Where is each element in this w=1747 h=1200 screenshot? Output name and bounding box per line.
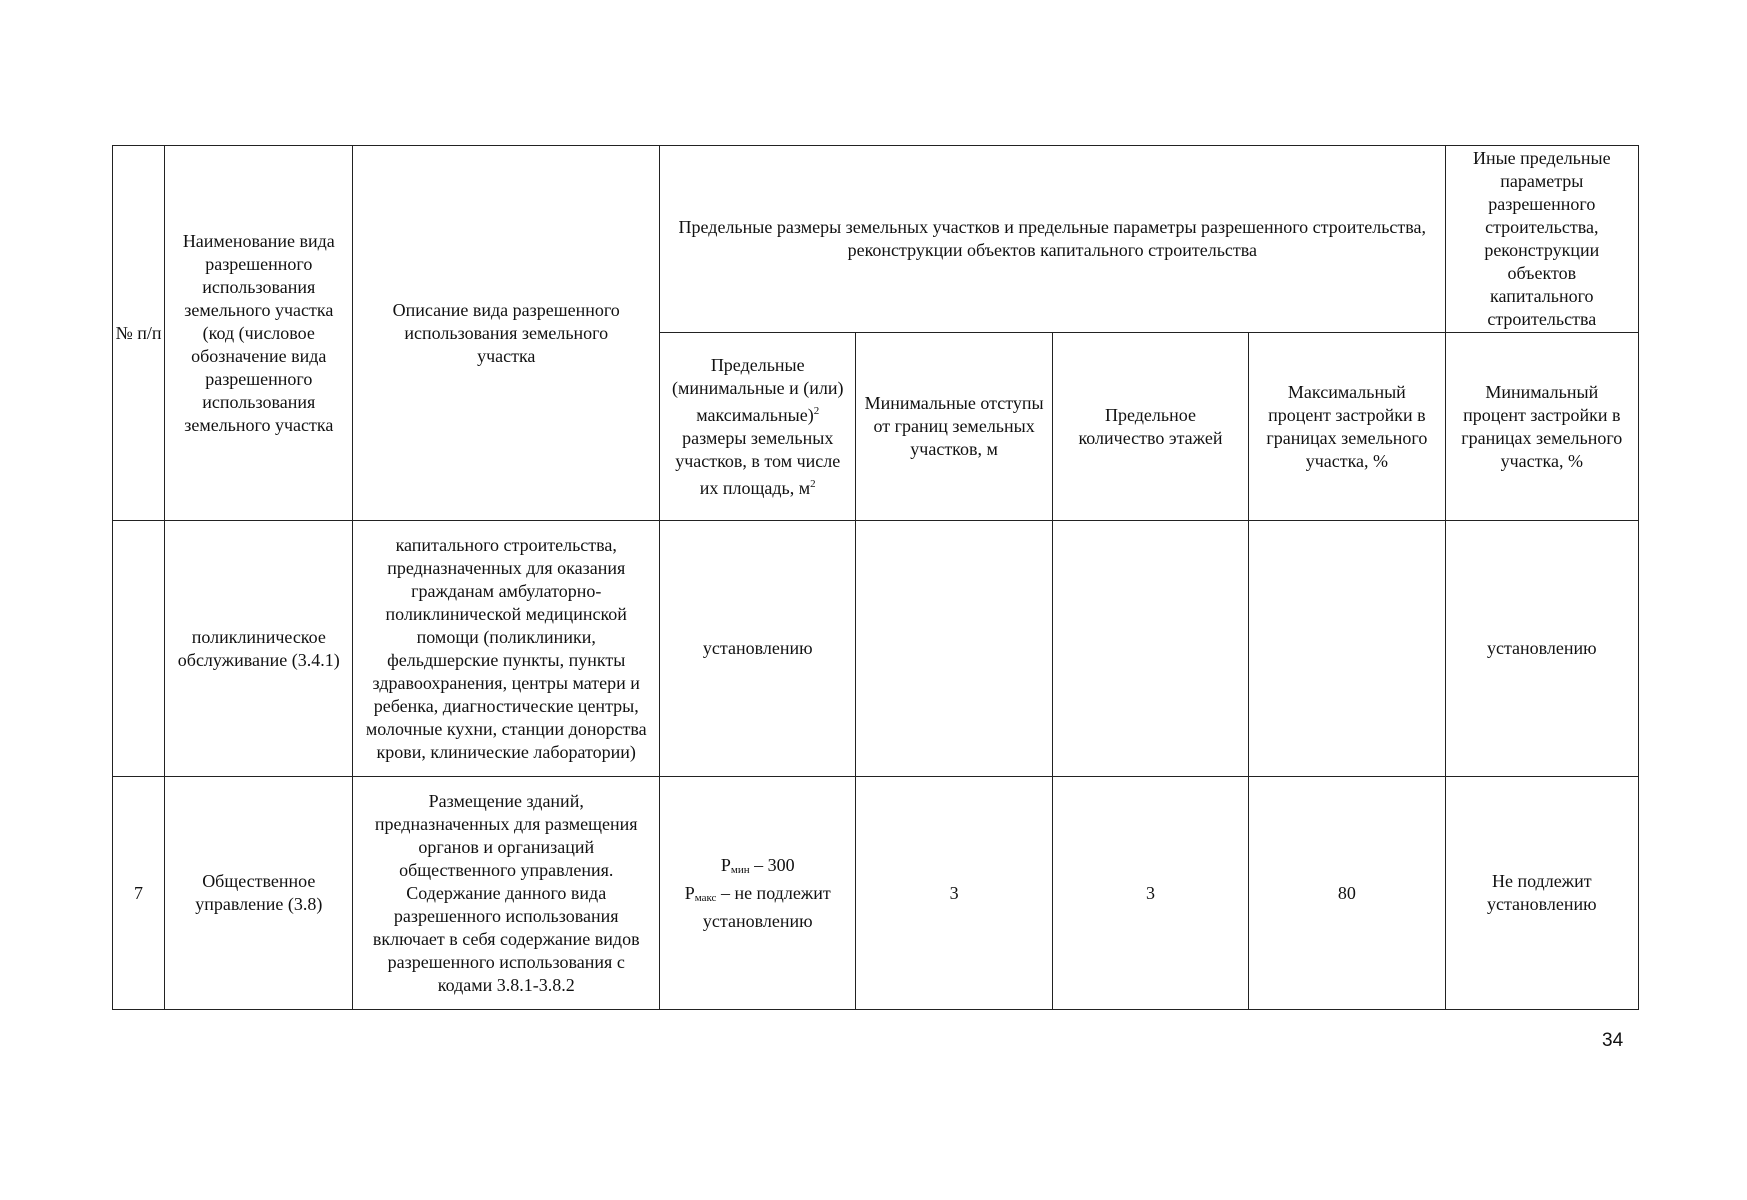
row-min-coverage: Не подлежит установлению — [1445, 777, 1638, 1010]
header-floors: Предельное количество этажей — [1052, 333, 1248, 521]
row-max-coverage: 80 — [1249, 777, 1445, 1010]
row-floors: 3 — [1052, 777, 1248, 1010]
header-other-params: Иные предельные параметры разрешенного строительства, реконструкции объектов капитального строительства — [1445, 146, 1638, 333]
header-row-1 — [113, 146, 1639, 333]
min-size-line: Pмин – 300 — [720, 854, 795, 876]
row-number: 7 — [113, 777, 165, 1010]
row-number — [113, 521, 165, 777]
row-use-description: Размещение зданий, предназначенных для размещения органов и организаций общественного управления. Содержание данного вида разрешенного использования включает в себя содержание видов разрешенного использования с кодами 3.8.1-3.8.2 — [353, 777, 660, 1010]
row-floors — [1052, 521, 1248, 777]
table-row — [113, 521, 1639, 777]
unit-superscript: 2 — [810, 477, 816, 490]
header-use-description: Описание вида разрешенного использования земельного участка — [353, 146, 660, 521]
row-min-coverage: установлению — [1445, 521, 1638, 777]
row-plot-sizes: установлению — [660, 521, 856, 777]
table-row — [113, 777, 1639, 1010]
max-size-line: Pмакс – не подлежит — [684, 882, 831, 904]
footnote-mark: 2 — [813, 404, 820, 417]
row-max-coverage — [1249, 521, 1445, 777]
header-plot-sizes — [660, 333, 856, 521]
row-setbacks: 3 — [856, 777, 1052, 1010]
row-use-name: Общественное управление (3.8) — [165, 777, 353, 1010]
header-limits-group: Предельные размеры земельных участков и предельные параметры разрешенного строительства, реконструкции объектов капитального строительства — [660, 146, 1446, 333]
header-max-coverage: Максимальный процент застройки в границах земельного участка, % — [1249, 333, 1445, 521]
max-subscript: макс — [694, 891, 717, 904]
regulations-table — [112, 145, 1639, 1010]
header-plot-sizes-text-b: размеры земельных участков, в том числе их площадь, м — [675, 427, 841, 498]
header-min-coverage: Минимальный процент застройки в границах земельного участка, % — [1445, 333, 1638, 521]
row-use-name: поликлиническое обслуживание (3.4.1) — [165, 521, 353, 777]
row-plot-sizes — [660, 777, 856, 1010]
row-use-description: капитального строительства, предназначенных для оказания гражданам амбулаторно-поликлинической медицинской помощи (поликлиники, фельдшерские пункты, пункты здравоохранения, центры матери и ребенка, диагностические центры, молочные кухни, станции донорства крови, клинические лаборатории) — [353, 521, 660, 777]
header-use-name: Наименование вида разрешенного использования земельного участка (код (числовое обозначение вида разрешенного использования земельного участка — [165, 146, 353, 521]
max-size-line-cont: установлению — [702, 910, 813, 931]
header-plot-sizes-text-a: Предельные (минимальные и (или) максимальные) — [671, 354, 844, 425]
row-setbacks — [856, 521, 1052, 777]
min-subscript: мин — [730, 863, 750, 876]
page-number: 34 — [1602, 1030, 1624, 1051]
header-number: № п/п — [113, 146, 165, 521]
header-setbacks: Минимальные отступы от границ земельных участков, м — [856, 333, 1052, 521]
